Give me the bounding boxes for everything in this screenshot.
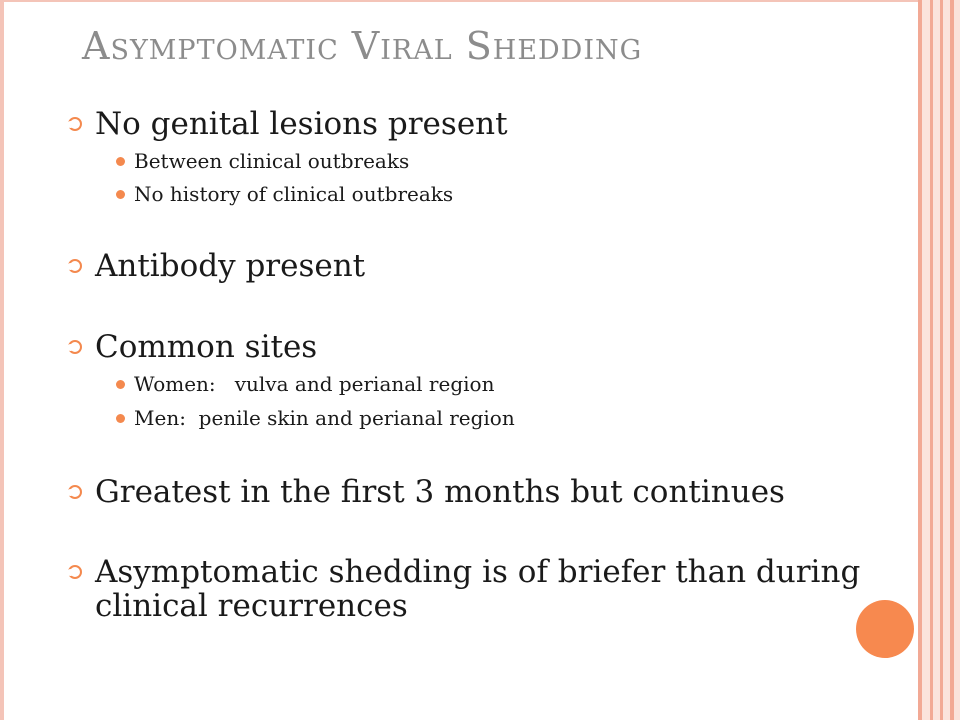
bullet-icon (68, 117, 82, 131)
bullet-item: Common sites (95, 329, 318, 365)
sub-bullet-icon (116, 380, 125, 389)
sub-bullet-item: Between clinical outbreaks (134, 149, 410, 173)
frame-stripe (930, 0, 933, 720)
bullet-item: Greatest in the first 3 months but continues (95, 474, 785, 510)
slide-title: Asymptomatic Viral Shedding (82, 24, 643, 68)
sub-bullet-item: Women: vulva and perianal region (134, 372, 495, 396)
frame-left-border (0, 0, 4, 720)
bullet-item: No genital lesions present (95, 106, 508, 142)
sub-bullet-icon (116, 157, 125, 166)
bullet-icon (68, 565, 82, 579)
sub-bullet-item: Men: penile skin and perianal region (134, 406, 515, 430)
bullet-item: Asymptomatic shedding is of briefer than during clinical recurrences (95, 554, 861, 624)
frame-stripe (940, 0, 943, 720)
sub-bullet-icon (116, 190, 125, 199)
bullet-icon (68, 340, 82, 354)
sub-bullet-icon (116, 414, 125, 423)
sub-bullet-item: No history of clinical outbreaks (134, 182, 454, 206)
bullet-icon (68, 485, 82, 499)
frame-top-border (0, 0, 960, 2)
bullet-item: Antibody present (95, 248, 366, 284)
frame-stripe (950, 0, 954, 720)
frame-stripe (918, 0, 922, 720)
bullet-icon (68, 259, 82, 273)
